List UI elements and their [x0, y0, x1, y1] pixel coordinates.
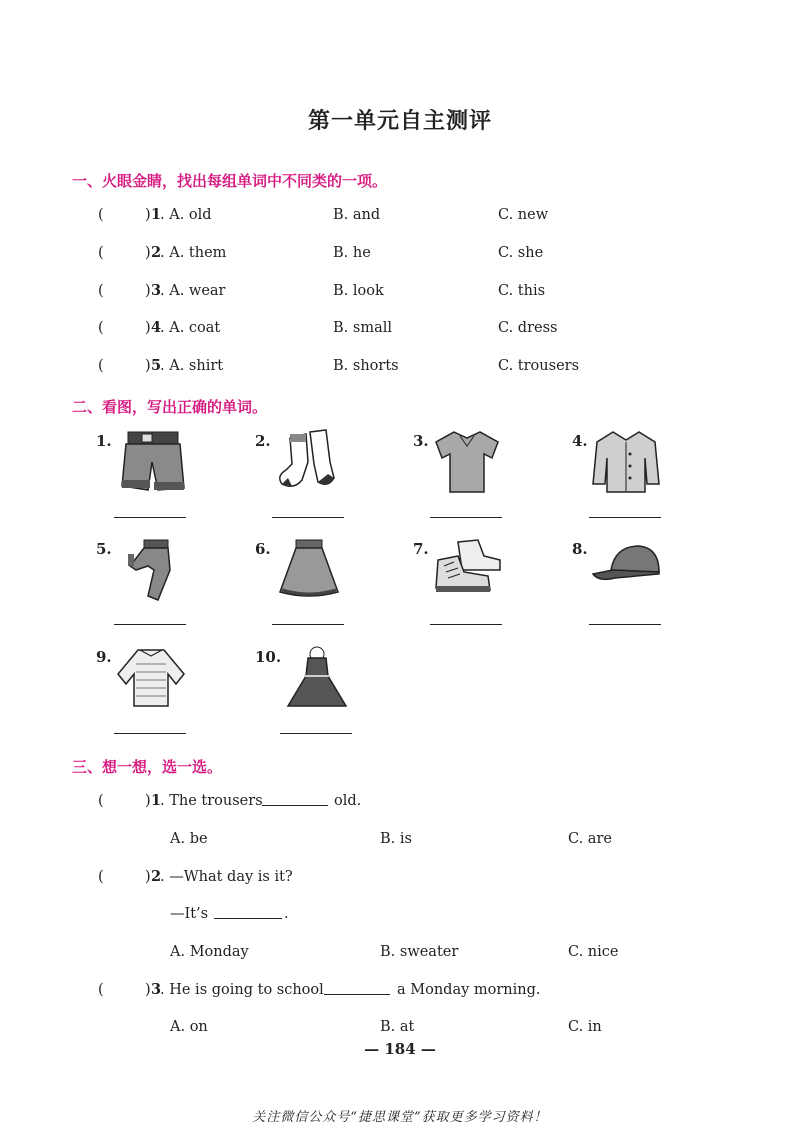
item-number: 2 — [151, 868, 162, 885]
shorts-icon — [114, 428, 188, 494]
page-title: 第一单元自主测评 — [307, 109, 492, 134]
option-c: C. in — [568, 1019, 602, 1035]
answer-line[interactable] — [114, 624, 186, 625]
option-b: B. small — [333, 320, 392, 336]
section2-heading: 二、看图，写出正确的单词。 — [72, 398, 268, 416]
option-c: C. dress — [498, 320, 558, 336]
coat-icon — [589, 428, 663, 494]
item-number: 5 — [151, 357, 162, 374]
answer-paren-close[interactable]: ) — [145, 869, 151, 885]
socks-icon — [272, 428, 346, 494]
answer-paren-open[interactable]: ( — [98, 793, 104, 809]
answer-line[interactable] — [589, 517, 661, 518]
item-number: 3 — [151, 981, 162, 998]
option-b: B. look — [333, 283, 384, 299]
option-c: C. are — [568, 831, 612, 847]
question-text: a Monday morning. — [397, 982, 541, 998]
answer-paren-close[interactable]: ) — [145, 793, 151, 809]
option-b: B. at — [380, 1019, 415, 1035]
picture-number: 2. — [255, 432, 271, 450]
shoes-icon — [430, 536, 504, 604]
option-b: B. shorts — [333, 358, 399, 374]
option-a: . A. shirt — [160, 358, 224, 374]
picture-number: 8. — [572, 540, 588, 558]
page-number: — 184 — — [364, 1040, 436, 1058]
answer-line[interactable] — [272, 517, 344, 518]
answer-paren-close[interactable]: ) — [145, 245, 151, 261]
answer-line[interactable] — [114, 517, 186, 518]
answer-paren-open[interactable]: ( — [98, 283, 104, 299]
answer-paren-close[interactable]: ) — [145, 283, 151, 299]
answer-line[interactable] — [280, 733, 352, 734]
cap-icon — [589, 536, 663, 604]
option-a: . A. them — [160, 245, 227, 261]
question-text: . —What day is it? — [160, 869, 293, 885]
answer-paren-open[interactable]: ( — [98, 982, 104, 998]
item-number: 1 — [151, 792, 162, 809]
answer-paren-open[interactable]: ( — [98, 207, 104, 223]
dress-icon — [280, 644, 354, 712]
answer-paren-close[interactable]: ) — [145, 320, 151, 336]
option-c: C. nice — [568, 944, 619, 960]
answer-line[interactable] — [272, 624, 344, 625]
picture-number: 6. — [255, 540, 271, 558]
option-b: B. and — [333, 207, 381, 223]
option-c: C. trousers — [498, 358, 580, 374]
option-b: B. he — [333, 245, 371, 261]
skirt-icon — [272, 536, 346, 604]
option-a: . A. coat — [160, 320, 221, 336]
answer-line[interactable] — [430, 624, 502, 625]
option-b: B. is — [380, 831, 412, 847]
trousers-icon — [114, 536, 188, 604]
fill-blank[interactable] — [214, 904, 282, 919]
answer-line[interactable] — [430, 517, 502, 518]
answer-paren-open[interactable]: ( — [98, 245, 104, 261]
picture-number: 9. — [96, 648, 112, 666]
option-c: C. she — [498, 245, 544, 261]
picture-number: 5. — [96, 540, 112, 558]
question-text: old. — [334, 793, 362, 809]
picture-number: 3. — [413, 432, 429, 450]
picture-number: 7. — [413, 540, 429, 558]
option-a: A. Monday — [170, 944, 249, 960]
answer-paren-close[interactable]: ) — [145, 982, 151, 998]
answer-paren-close[interactable]: ) — [145, 358, 151, 374]
answer-paren-open[interactable]: ( — [98, 320, 104, 336]
option-a: A. be — [170, 831, 208, 847]
item-number: 2 — [151, 244, 162, 261]
item-number: 3 — [151, 282, 162, 299]
fill-blank[interactable] — [324, 980, 390, 995]
shirt-icon — [430, 428, 504, 494]
answer-paren-close[interactable]: ) — [145, 207, 151, 223]
picture-number: 1. — [96, 432, 112, 450]
option-a: . A. wear — [160, 283, 226, 299]
question-text: —It’s — [170, 906, 209, 922]
answer-paren-open[interactable]: ( — [98, 358, 104, 374]
picture-number: 10. — [255, 648, 282, 666]
section1-heading: 一、火眼金睛，找出每组单词中不同类的一项。 — [72, 172, 388, 190]
answer-line[interactable] — [589, 624, 661, 625]
question-text: . The trousers — [160, 793, 263, 809]
question-text: . He is going to school — [160, 982, 324, 998]
sweater-icon — [114, 644, 188, 712]
option-a: A. on — [170, 1019, 208, 1035]
item-number: 1 — [151, 206, 162, 223]
option-a: . A. old — [160, 207, 212, 223]
answer-paren-open[interactable]: ( — [98, 869, 104, 885]
section3-heading: 三、想一想，选一选。 — [72, 758, 223, 776]
answer-line[interactable] — [114, 733, 186, 734]
option-c: C. new — [498, 207, 549, 223]
footer-note: 关注微信公众号“捷思课堂”获取更多学习资料！ — [252, 1110, 548, 1125]
question-text: . — [284, 906, 289, 922]
fill-blank[interactable] — [262, 791, 328, 806]
option-c: C. this — [498, 283, 546, 299]
picture-number: 4. — [572, 432, 588, 450]
option-b: B. sweater — [380, 944, 459, 960]
item-number: 4 — [151, 319, 162, 336]
